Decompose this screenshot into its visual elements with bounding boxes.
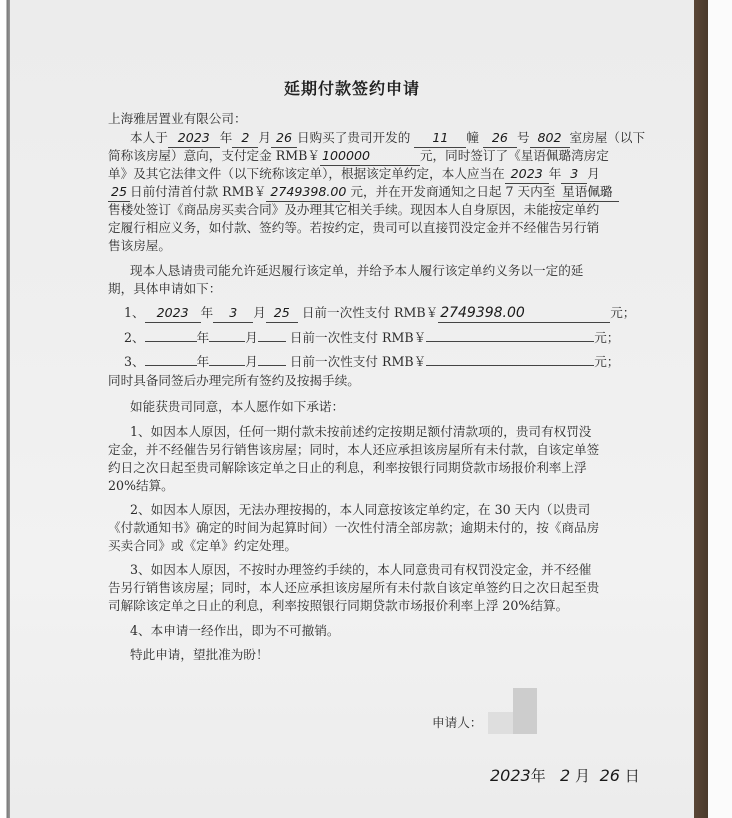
item-3-amount <box>426 352 594 366</box>
promise-1-line-3: 约日之次日起至贵司解除该定单之日止的利息，利率按银行同期贷款市场报价利率上浮 <box>108 460 587 475</box>
desk-edge <box>694 0 708 818</box>
addressee: 上海雅居置业有限公司： <box>108 111 247 126</box>
due-year: 2023 <box>505 165 549 184</box>
closing-line: 特此申请，望批准为盼！ <box>130 647 269 662</box>
item-1-year: 2023 <box>145 304 201 323</box>
promise-2-line-2: 《付款通知书》确定的时间为起算时间）一次性付清全部房款；逾期未付的，按《商品房 <box>108 520 600 535</box>
promise-2-line-1: 2、如因本人原因，无法办理按揭的，本人同意按该定单约定，在 30 天内（以贵司 <box>130 502 591 517</box>
page-left-edge <box>0 0 10 818</box>
promise-1-line-1: 1、如因本人原因，任何一期付款未按前述约定按期足额付清款项的，贵司有权罚没 <box>130 424 592 439</box>
intro-line-2: 简称该房屋）意向，支付定金 RMB￥ 100000 元，同时签订了《星语佩璐湾房定 <box>108 147 609 166</box>
sales-office-name: 星语佩璐 <box>555 183 619 202</box>
item-3-year <box>145 352 197 366</box>
intro-line-5: 售楼处签订《商品房买卖合同》及办理其它相关手续。现因本人自身原因，未能按定单约 <box>108 202 600 217</box>
request-item-2: 2、 年 月 日前一次性支付 RMB￥ 元； <box>124 330 620 345</box>
item-2-day <box>258 328 286 342</box>
redacted-signature-block <box>513 688 537 734</box>
request-item-1: 1、 2023 年 3 月 25 日前一次性支付 RMB￥ 2749398.00 元； <box>124 305 636 321</box>
room-number: 802 <box>530 129 570 148</box>
item-2-amount <box>426 328 594 342</box>
document-paper <box>10 0 694 818</box>
redacted-signature <box>488 712 514 734</box>
promise-3-line-1: 3、如因本人原因，不按时办理签约手续的，本人同意贵司有权罚没定金，并不经催 <box>130 562 592 577</box>
photo-margin <box>708 0 732 818</box>
promise-intro: 如能获贵司同意，本人愿作如下承诺： <box>130 399 345 414</box>
intro-line-4: 25 日前付清首付款 RMB￥ 2749398.00 元，并在开发商通知之日起 7 天内至 星语佩璐 <box>108 183 619 202</box>
request-after: 同时具备同签后办理完所有签约及按揭手续。 <box>108 373 360 388</box>
building-number: 11 <box>414 129 466 148</box>
due-month: 3 <box>561 165 587 184</box>
due-day: 25 <box>108 183 130 202</box>
item-3-month <box>209 352 245 366</box>
item-2-year <box>145 328 197 342</box>
first-payment-amount: 2749398.00 <box>266 183 350 202</box>
promise-1-line-4: 20%结算。 <box>108 478 174 493</box>
item-3-day <box>258 352 286 366</box>
unit-number: 26 <box>483 129 517 148</box>
promise-1-line-2: 定金，并不经催告另行销售该房屋；同时，本人还应承担该房屋所有未付款，自该定单签 <box>108 442 600 457</box>
item-1-month: 3 <box>213 304 253 323</box>
item-1-amount: 2749398.00 <box>438 304 610 323</box>
intro-line-3: 单》及其它法律文件（以下统称该定单），根据该定单约定，本人应当在 2023 年 3 月 <box>108 165 600 184</box>
item-1-day: 25 <box>266 304 298 323</box>
request-item-3: 3、 年 月 日前一次性支付 RMB￥ 元； <box>124 354 620 369</box>
purchase-day: 26 <box>271 129 297 148</box>
intro-line-6: 定履行相应义务，如付款、签约等。若按约定，贵司可以直接罚没定金并不经催告另行销 <box>108 220 600 235</box>
deposit-amount: 100000 <box>320 147 420 166</box>
purchase-month: 2 <box>232 129 258 148</box>
promise-3-line-3: 司解除该定单之日止的利息，利率按照银行同期贷款市场报价利率上浮 20%结算。 <box>108 598 569 613</box>
applicant-label: 申请人： <box>432 715 483 730</box>
request-line-1: 现本人恳请贵司能允许延迟履行该定单，并给予本人履行该定单约义务以一定的延 <box>130 263 584 278</box>
signature-date: 2023年 2 月 26 日 <box>490 766 640 785</box>
request-line-2: 期，具体申请如下： <box>108 281 222 296</box>
intro-line-1: 本人于 2023 年 2 月 26 日购买了贵司开发的 11 幢 26 号 802 室房屋（以下 <box>130 129 645 148</box>
intro-line-7: 售该房屋。 <box>108 238 171 253</box>
document-title: 延期付款签约申请 <box>283 79 420 98</box>
purchase-year: 2023 <box>168 129 220 148</box>
item-2-month <box>209 328 245 342</box>
promise-4: 4、本申请一经作出，即为不可撤销。 <box>130 623 340 638</box>
promise-2-line-3: 买卖合同》或《定单》约定处理。 <box>108 538 297 553</box>
promise-3-line-2: 告另行销售该房屋；同时，本人还应承担该房屋所有未付款自该定单签约日之次日起至贵 <box>108 580 600 595</box>
